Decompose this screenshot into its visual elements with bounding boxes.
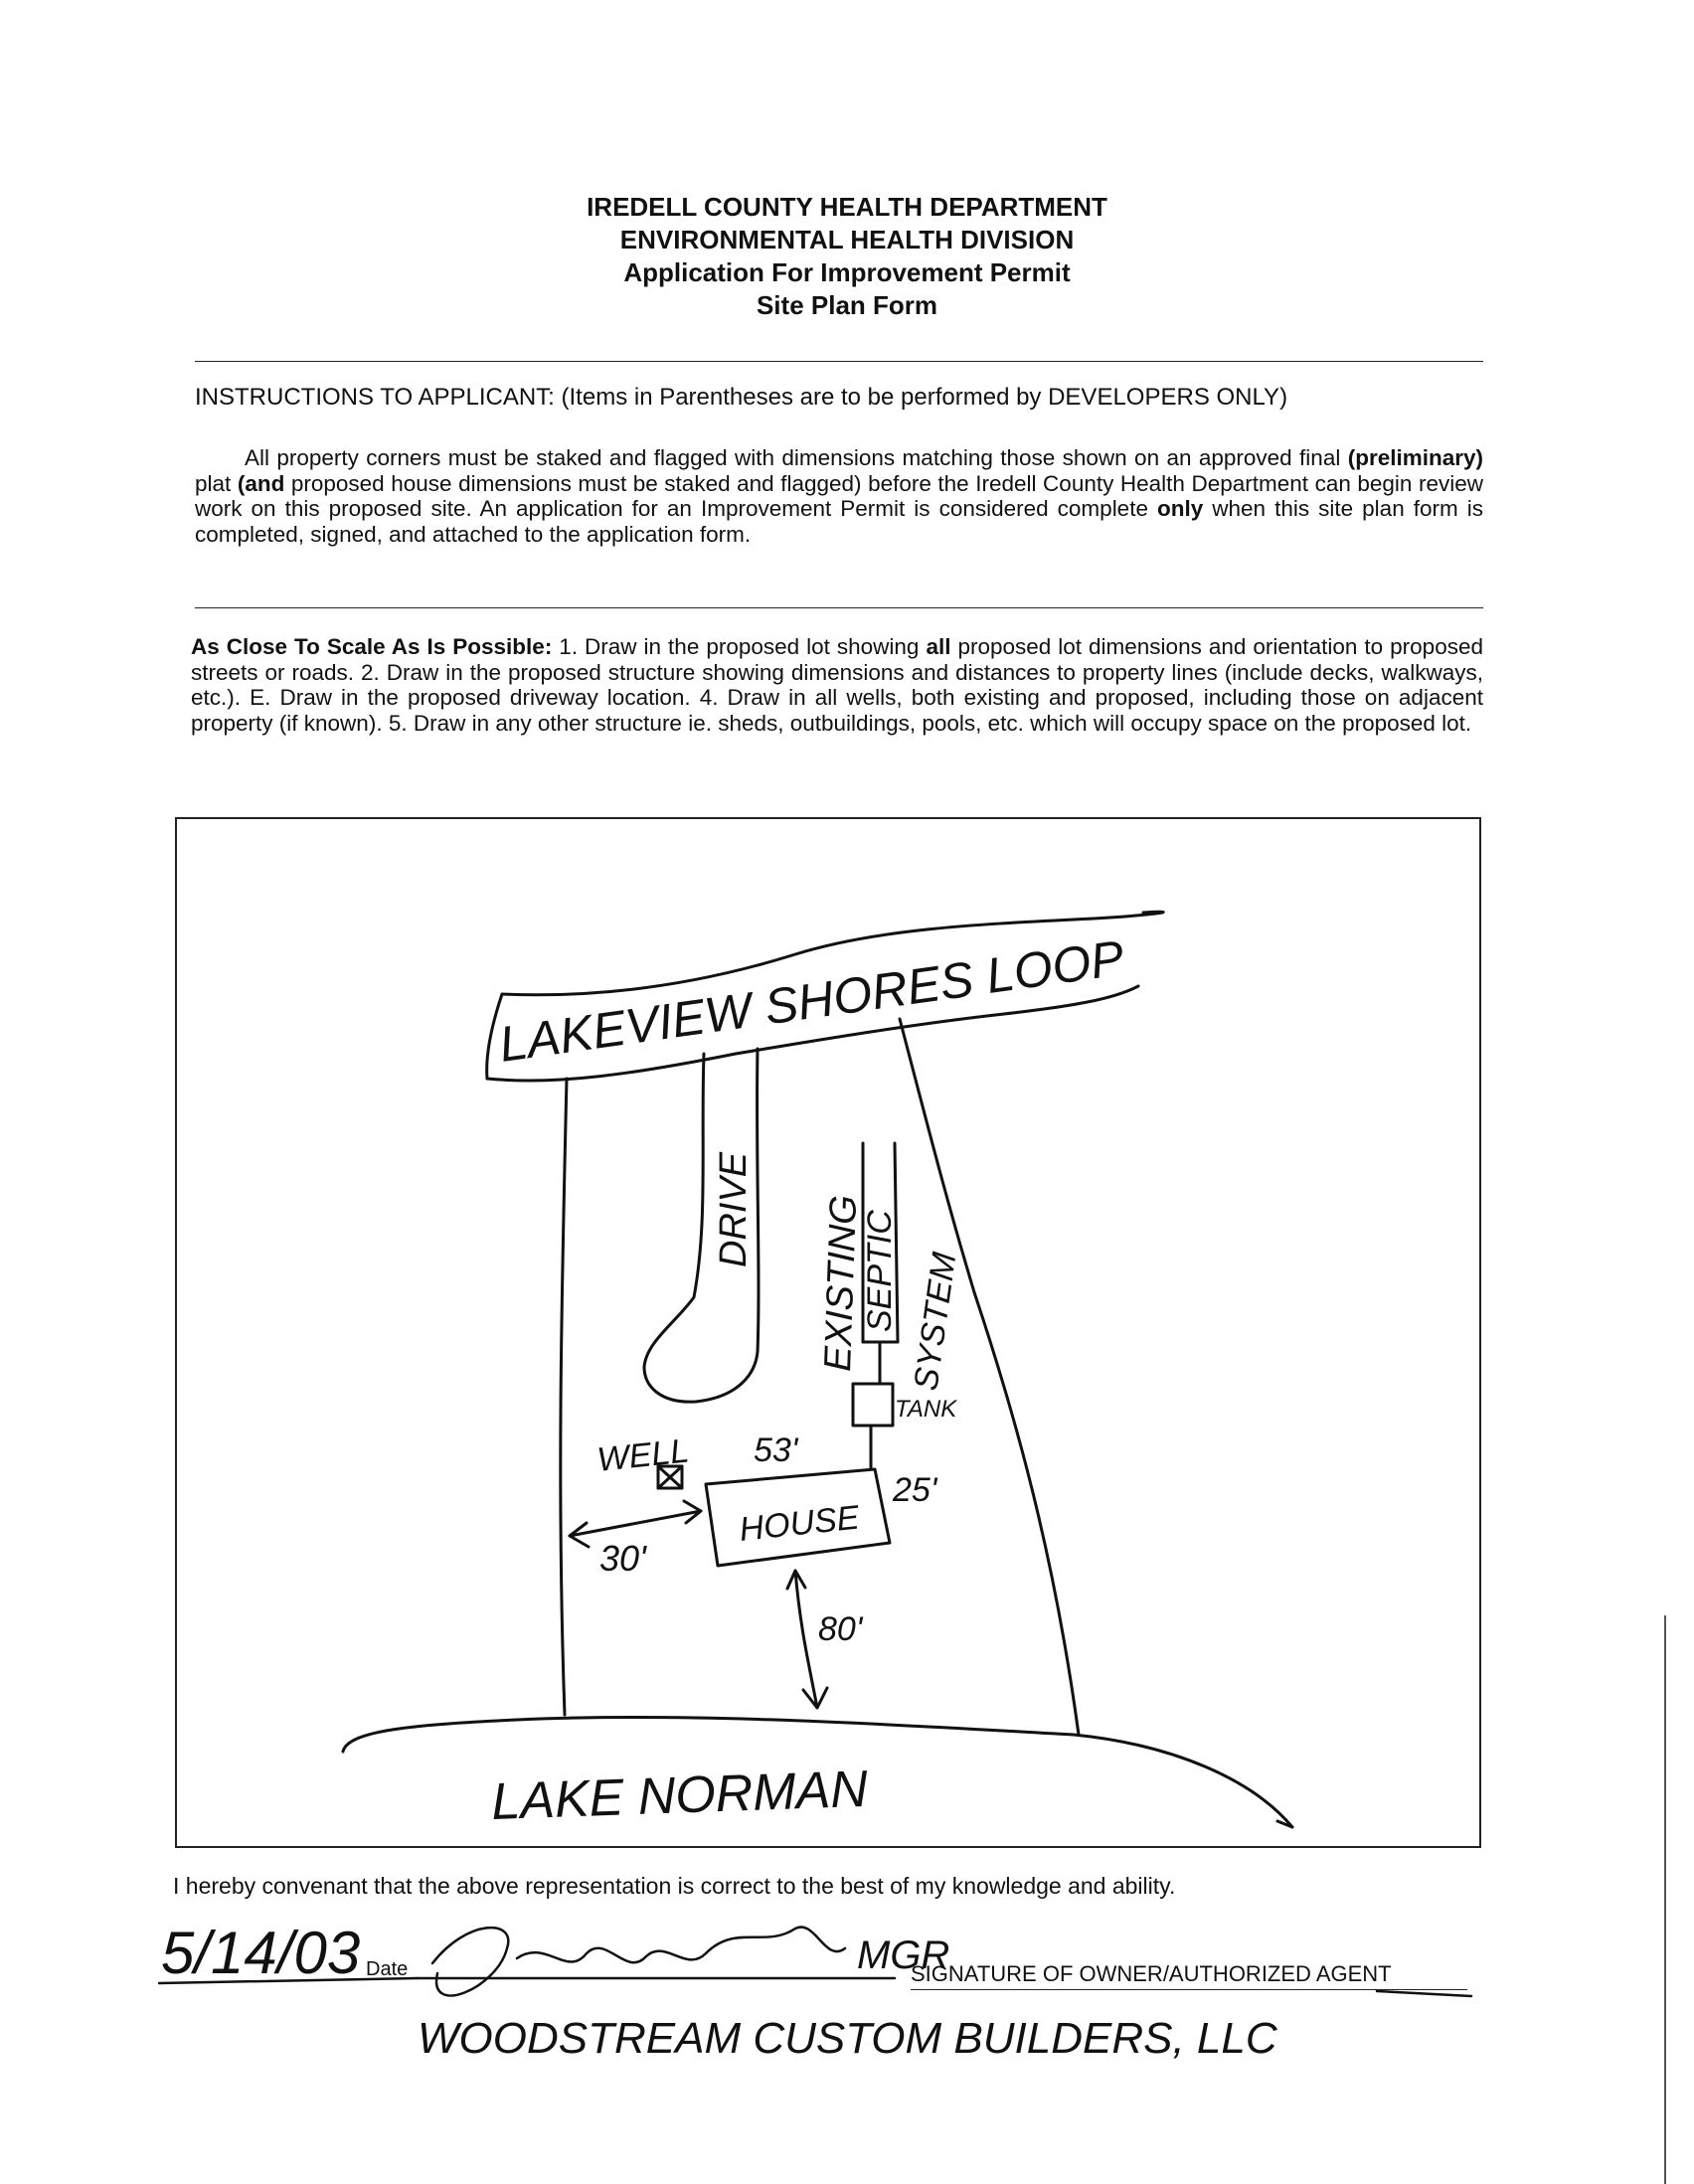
tank-box	[853, 1384, 893, 1426]
form-title: Site Plan Form	[756, 290, 938, 320]
instructions-text-3: proposed house dimensions must be staked and flagged) before the Iredell County Health Department can begin review work on this proposed site. An application for an Improvement Permit is considered complete	[195, 470, 1484, 521]
signature-line	[911, 1989, 1467, 1990]
well-label: WELL	[594, 1431, 691, 1479]
septic-label: SEPTIC	[861, 1210, 899, 1332]
instructions-bold-and: (and	[237, 470, 285, 496]
date-label: Date	[366, 1958, 409, 1980]
lake-label: LAKE NORMAN	[490, 1760, 869, 1831]
road-label: LAKEVIEW SHORES LOOP	[495, 929, 1127, 1073]
house-depth: 25'	[893, 1471, 937, 1509]
signature-label: SIGNATURE OF OWNER/AUTHORIZED AGENT	[911, 1961, 1392, 1986]
department-title: IREDELL COUNTY HEALTH DEPARTMENT	[587, 192, 1107, 222]
signature-suffix: MGR	[857, 1933, 950, 1977]
lake-setback-arrow	[795, 1571, 817, 1708]
scale-bold-all: all	[926, 634, 951, 659]
system-label: SYSTEM	[907, 1250, 964, 1394]
division-title: ENVIRONMENTAL HEALTH DIVISION	[619, 225, 1075, 254]
date-value: 5/14/03	[161, 1920, 361, 1986]
instructions-text-1: All property corners must be staked and flagged with dimensions matching those shown on an approved final	[245, 445, 1348, 470]
signature-scribble	[432, 1928, 845, 1996]
existing-label: EXISTING	[817, 1194, 866, 1373]
scale-text-1: 1. Draw in the proposed lot showing	[552, 634, 927, 659]
house-label: HOUSE	[737, 1498, 862, 1549]
application-title: Application For Improvement Permit	[623, 257, 1071, 287]
instructions-bold-only: only	[1157, 496, 1204, 521]
side-setback-label: 30'	[599, 1538, 646, 1579]
lot-line-left	[561, 1079, 567, 1715]
instructions-bold-preliminary: (preliminary)	[1347, 445, 1483, 470]
instructions-title: INSTRUCTIONS TO APPLICANT: (Items in Parentheses are to be performed by DEVELOPERS ONLY)	[195, 384, 1288, 411]
scale-text-2: proposed lot dimensions and orientation to proposed streets or roads. 2. Draw in the proposed structure showing dimensions and distances to property lines (include decks, walkways, etc.). E. Draw in the proposed driveway location. 4. Draw in all wells, both existing and proposed, including those on adjacent property (if known). 5. Draw in any other structure ie. sheds, outbuildings, pools, etc. which will occupy space on the proposed lot.	[191, 634, 1483, 736]
scan-edge-line	[1664, 1615, 1666, 2184]
instructions-text-2: plat	[195, 470, 238, 496]
drive-label: DRIVE	[713, 1151, 755, 1267]
side-setback-arrow	[570, 1511, 701, 1536]
instructions-text-4: when this site plan form is completed, signed, and attached to the application form.	[195, 496, 1483, 547]
lake-setback-label: 80'	[818, 1610, 863, 1648]
certification-statement: I hereby convenant that the above representation is correct to the best of my knowledge and ability.	[173, 1873, 1176, 1899]
house-width: 53'	[754, 1431, 798, 1469]
tank-label: TANK	[895, 1396, 957, 1423]
company-name: WOODSTREAM CUSTOM BUILDERS, LLC	[418, 2014, 1277, 2063]
scale-lead: As Close To Scale As Is Possible:	[191, 634, 553, 659]
